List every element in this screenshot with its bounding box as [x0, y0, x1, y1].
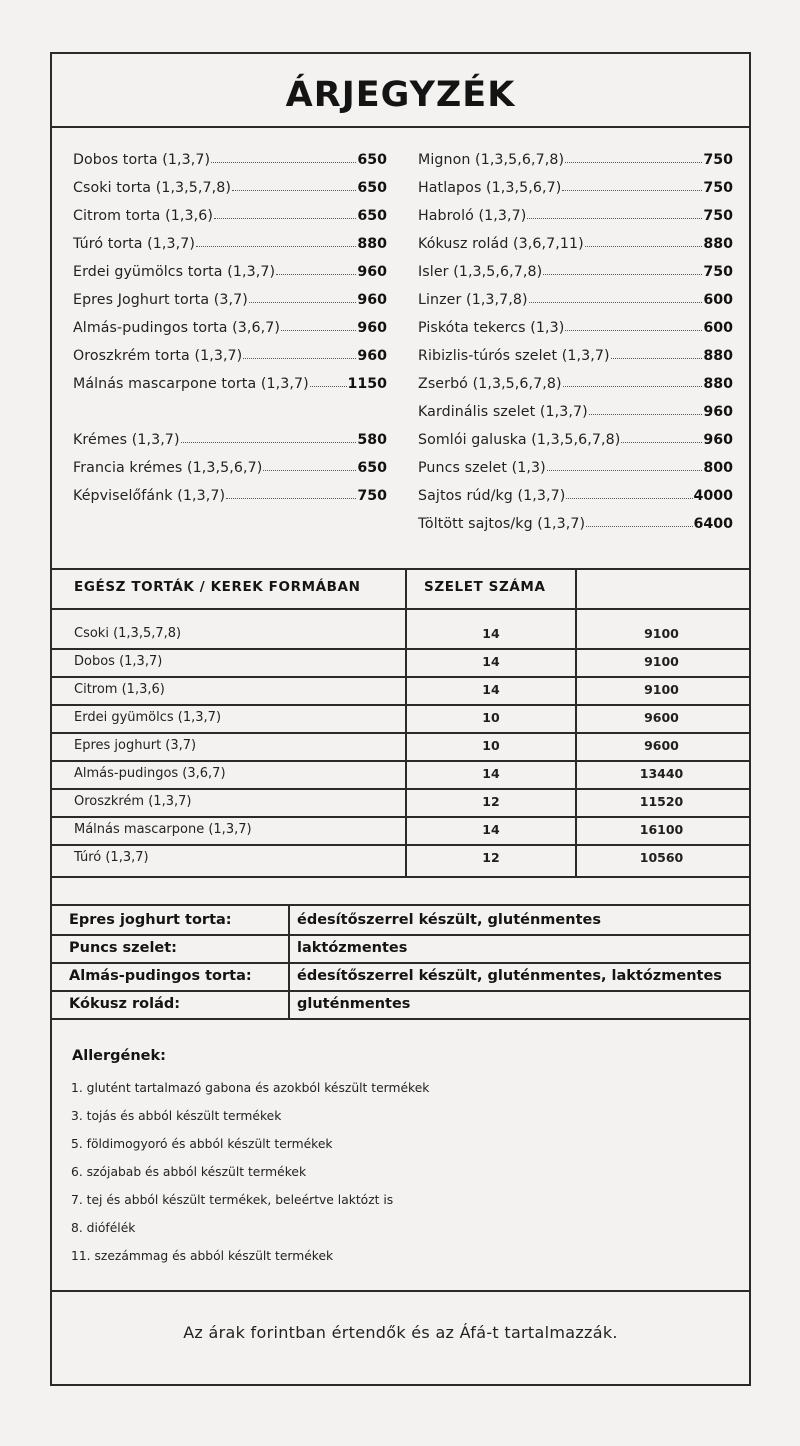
- price-row: [73, 280, 387, 308]
- item-price: 600: [703, 292, 733, 308]
- price-row: [418, 140, 733, 168]
- dot-leader: [563, 386, 703, 387]
- price-row: [418, 252, 733, 280]
- dot-leader: [211, 162, 356, 163]
- allergen-item: 7. tej és abból készült termékek, beleértve laktózt is: [71, 1193, 394, 1207]
- item-price: 960: [357, 348, 387, 364]
- item-price: 800: [703, 460, 733, 476]
- dot-leader: [310, 386, 347, 387]
- item-price: 600: [703, 320, 733, 336]
- item-name: Csoki torta (1,3,5,7,8): [73, 180, 232, 196]
- price-row: [73, 476, 387, 504]
- cake-price: 9600: [644, 710, 679, 725]
- cake-table-header-border: [52, 608, 749, 610]
- cake-price: 11520: [639, 794, 684, 809]
- dot-leader: [543, 274, 702, 275]
- cake-table-row: [52, 648, 749, 676]
- note-product: Kókusz rolád:: [69, 996, 181, 1012]
- price-row: [73, 224, 387, 252]
- allergen-item: 1. glutént tartalmazó gabona és azokból készült termékek: [71, 1081, 430, 1095]
- item-price: 650: [357, 208, 387, 224]
- cake-slices: 14: [482, 654, 500, 669]
- item-name: Mignon (1,3,5,6,7,8): [418, 152, 565, 168]
- item-name: Kókusz rolád (3,6,7,11): [418, 236, 584, 252]
- allergen-item: 3. tojás és abból készült termékek: [71, 1109, 282, 1123]
- price-row: [418, 336, 733, 364]
- price-row: [418, 196, 733, 224]
- cake-slices: 14: [482, 682, 500, 697]
- note-text: gluténmentes: [297, 996, 411, 1012]
- price-row: [418, 308, 733, 336]
- cake-table-row: [52, 676, 749, 704]
- item-name: Sajtos rúd/kg (1,3,7): [418, 488, 566, 504]
- item-price: 880: [703, 376, 733, 392]
- item-name: Ribizlis-túrós szelet (1,3,7): [418, 348, 610, 364]
- cake-table-bottom-border: [52, 876, 749, 878]
- cake-price: 13440: [639, 766, 684, 781]
- cake-name: Csoki (1,3,5,7,8): [74, 626, 182, 641]
- cake-name: Almás-pudingos (3,6,7): [74, 766, 226, 781]
- cake-table-row: [52, 788, 749, 816]
- dot-leader: [585, 246, 703, 247]
- item-price: 960: [357, 320, 387, 336]
- cake-slices: 14: [482, 766, 500, 781]
- price-row: [418, 392, 733, 420]
- cake-name: Dobos (1,3,7): [74, 654, 163, 669]
- item-name: Málnás mascarpone torta (1,3,7): [73, 376, 309, 392]
- item-name: Dobos torta (1,3,7): [73, 152, 211, 168]
- item-name: Erdei gyümölcs torta (1,3,7): [73, 264, 276, 280]
- cake-slices: 14: [482, 822, 500, 837]
- item-name: Almás-pudingos torta (3,6,7): [73, 320, 281, 336]
- cake-slices: 10: [482, 710, 500, 725]
- cake-table-row: [52, 760, 749, 788]
- item-name: Habroló (1,3,7): [418, 208, 527, 224]
- item-price: 650: [357, 180, 387, 196]
- note-text: édesítőszerrel készült, gluténmentes: [297, 912, 601, 928]
- cake-slices: 12: [482, 794, 500, 809]
- dot-leader: [547, 470, 703, 471]
- footer-divider: [52, 1290, 749, 1292]
- item-price: 750: [703, 152, 733, 168]
- item-price: 960: [357, 292, 387, 308]
- dot-leader: [196, 246, 356, 247]
- price-row: [73, 420, 387, 448]
- cake-price: 9100: [644, 682, 679, 697]
- dot-leader: [611, 358, 703, 359]
- cake-name: Citrom (1,3,6): [74, 682, 165, 697]
- allergen-item: 6. szójabab és abból készült termékek: [71, 1165, 307, 1179]
- dot-leader: [529, 302, 703, 303]
- cake-table-row: [52, 620, 749, 648]
- item-name: Hatlapos (1,3,5,6,7): [418, 180, 562, 196]
- dot-leader: [214, 218, 356, 219]
- cake-slices: 14: [482, 626, 500, 641]
- dot-leader: [181, 442, 357, 443]
- price-row: [73, 308, 387, 336]
- price-row: [418, 168, 733, 196]
- item-price: 880: [703, 236, 733, 252]
- allergen-item: 11. szezámmag és abból készült termékek: [71, 1249, 334, 1263]
- price-row: [418, 504, 733, 532]
- price-list-sheet: [50, 52, 751, 1386]
- item-price: 4000: [693, 488, 733, 504]
- special-note-row: [52, 906, 749, 934]
- list-spacer: [73, 392, 387, 420]
- item-price: 1150: [347, 376, 387, 392]
- allergens-title: Allergének:: [72, 1048, 166, 1064]
- notes-table-bottom-border: [52, 1018, 749, 1020]
- dot-leader: [562, 190, 702, 191]
- item-name: Zserbó (1,3,5,6,7,8): [418, 376, 562, 392]
- item-price: 750: [357, 488, 387, 504]
- item-price: 960: [703, 404, 733, 420]
- cake-name: Málnás mascarpone (1,3,7): [74, 822, 252, 837]
- item-name: Töltött sajtos/kg (1,3,7): [418, 516, 586, 532]
- item-price: 750: [703, 180, 733, 196]
- price-row: [418, 364, 733, 392]
- price-row: [73, 252, 387, 280]
- item-price: 960: [703, 432, 733, 448]
- item-price: 580: [357, 432, 387, 448]
- dot-leader: [276, 274, 356, 275]
- price-list-right: [418, 140, 733, 532]
- price-list-left: [73, 140, 387, 504]
- cake-table-header-slices: SZELET SZÁMA: [424, 579, 546, 595]
- dot-leader: [589, 414, 703, 415]
- item-name: Piskóta tekercs (1,3): [418, 320, 565, 336]
- allergens-list: [71, 1074, 429, 1270]
- cake-name: Oroszkrém (1,3,7): [74, 794, 192, 809]
- item-price: 750: [703, 208, 733, 224]
- item-name: Puncs szelet (1,3): [418, 460, 546, 476]
- cake-table-top-border: [52, 568, 749, 570]
- cake-table-row: [52, 816, 749, 844]
- page-title: ÁRJEGYZÉK: [285, 75, 516, 115]
- allergen-item: 8. diófélék: [71, 1221, 136, 1235]
- dot-leader: [566, 498, 692, 499]
- price-row: [418, 476, 733, 504]
- price-row: [73, 196, 387, 224]
- price-row: [418, 280, 733, 308]
- note-product: Almás-pudingos torta:: [69, 968, 252, 984]
- dot-leader: [243, 358, 356, 359]
- cake-price: 9100: [644, 626, 679, 641]
- dot-leader: [621, 442, 702, 443]
- special-note-row: [52, 934, 749, 962]
- item-name: Citrom torta (1,3,6): [73, 208, 213, 224]
- item-name: Krémes (1,3,7): [73, 432, 180, 448]
- cake-slices: 12: [482, 850, 500, 865]
- item-name: Linzer (1,3,7,8): [418, 292, 528, 308]
- item-price: 6400: [693, 516, 733, 532]
- dot-leader: [565, 330, 702, 331]
- item-price: 650: [357, 460, 387, 476]
- allergen-item: 5. földimogyoró és abból készült termékek: [71, 1137, 333, 1151]
- price-row: [73, 448, 387, 476]
- footer-note: Az árak forintban értendők és az Áfá-t tartalmazzák.: [183, 1323, 618, 1342]
- dot-leader: [281, 330, 356, 331]
- item-name: Francia krémes (1,3,5,6,7): [73, 460, 263, 476]
- cake-table-row: [52, 732, 749, 760]
- cake-name: Túró (1,3,7): [74, 850, 149, 865]
- cake-table-row: [52, 704, 749, 732]
- cake-name: Erdei gyümölcs (1,3,7): [74, 710, 222, 725]
- cake-table-header-name: EGÉSZ TORTÁK / KEREK FORMÁBAN: [74, 579, 361, 595]
- item-price: 750: [703, 264, 733, 280]
- note-product: Epres joghurt torta:: [69, 912, 232, 928]
- cake-price: 9600: [644, 738, 679, 753]
- item-price: 960: [357, 264, 387, 280]
- cake-name: Epres joghurt (3,7): [74, 738, 197, 753]
- dot-leader: [226, 498, 356, 499]
- item-name: Epres Joghurt torta (3,7): [73, 292, 248, 308]
- note-text: édesítőszerrel készült, gluténmentes, laktózmentes: [297, 968, 722, 984]
- cake-price: 10560: [639, 850, 684, 865]
- item-name: Túró torta (1,3,7): [73, 236, 196, 252]
- price-row: [418, 448, 733, 476]
- special-note-row: [52, 990, 749, 1018]
- item-price: 880: [357, 236, 387, 252]
- dot-leader: [249, 302, 357, 303]
- price-row: [418, 420, 733, 448]
- dot-leader: [232, 190, 356, 191]
- item-name: Oroszkrém torta (1,3,7): [73, 348, 243, 364]
- cake-slices: 10: [482, 738, 500, 753]
- price-row: [418, 224, 733, 252]
- item-name: Kardinális szelet (1,3,7): [418, 404, 588, 420]
- item-name: Somlói galuska (1,3,5,6,7,8): [418, 432, 621, 448]
- dot-leader: [565, 162, 702, 163]
- price-row: [73, 140, 387, 168]
- cake-price: 9100: [644, 654, 679, 669]
- item-price: 880: [703, 348, 733, 364]
- price-row: [73, 364, 387, 392]
- item-price: 650: [357, 152, 387, 168]
- item-name: Isler (1,3,5,6,7,8): [418, 264, 543, 280]
- item-name: Képviselőfánk (1,3,7): [73, 488, 226, 504]
- cake-table-row: [52, 844, 749, 872]
- price-row: [73, 336, 387, 364]
- special-note-row: [52, 962, 749, 990]
- note-text: laktózmentes: [297, 940, 408, 956]
- note-product: Puncs szelet:: [69, 940, 177, 956]
- dot-leader: [586, 526, 692, 527]
- dot-leader: [527, 218, 702, 219]
- price-row: [73, 168, 387, 196]
- dot-leader: [263, 470, 356, 471]
- title-divider: [52, 126, 749, 128]
- cake-price: 16100: [639, 822, 684, 837]
